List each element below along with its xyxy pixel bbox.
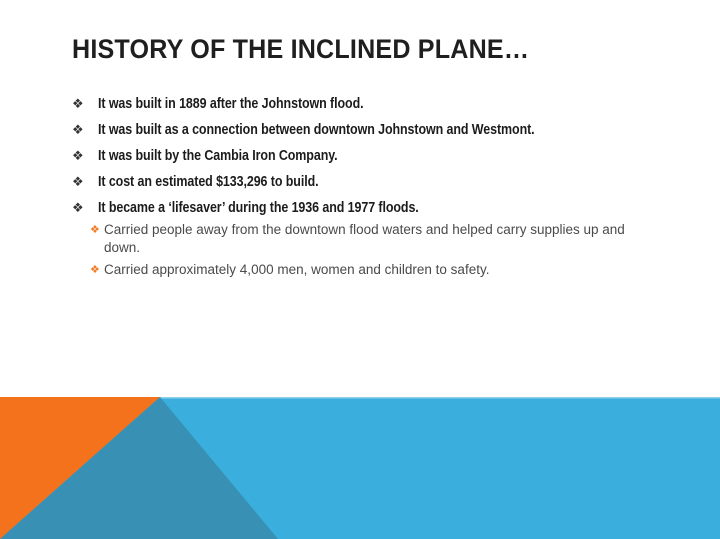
bullet-item — [72, 145, 672, 171]
diamond-bullet-icon: ❖ — [72, 122, 84, 137]
orange-diamond-bullet-icon: ❖ — [90, 264, 100, 276]
sub-bullet-item — [90, 221, 670, 257]
bullet-text: It became a ‘lifesaver’ during the 1936 and 1977 floods. — [98, 200, 419, 216]
bullet-text: It was built by the Cambia Iron Company. — [98, 148, 338, 164]
diamond-bullet-icon: ❖ — [72, 148, 84, 163]
bullet-text: It was built as a connection between downtown Johnstown and Westmont. — [98, 122, 535, 138]
bullet-text: It cost an estimated $133,296 to build. — [98, 174, 319, 190]
bullet-item — [72, 171, 672, 197]
decorative-bottom-band — [0, 397, 720, 539]
bullet-item — [72, 119, 672, 145]
slide-title: HISTORY OF THE INCLINED PLANE… — [72, 34, 530, 64]
diamond-bullet-icon: ❖ — [72, 200, 84, 215]
sub-bullet-text: Carried people away from the downtown flood waters and helped carry supplies up and down. — [104, 222, 625, 255]
bullet-list — [72, 93, 672, 223]
sub-bullet-item — [90, 261, 670, 279]
bullet-item — [72, 93, 672, 119]
orange-diamond-bullet-icon: ❖ — [90, 224, 100, 236]
diamond-bullet-icon: ❖ — [72, 96, 84, 111]
sub-bullet-text: Carried approximately 4,000 men, women and children to safety. — [104, 262, 490, 277]
diamond-bullet-icon: ❖ — [72, 174, 84, 189]
bullet-text: It was built in 1889 after the Johnstown flood. — [98, 96, 364, 112]
bullet-item — [72, 197, 672, 223]
band-shapes — [0, 397, 720, 539]
sub-bullet-list — [90, 221, 670, 283]
